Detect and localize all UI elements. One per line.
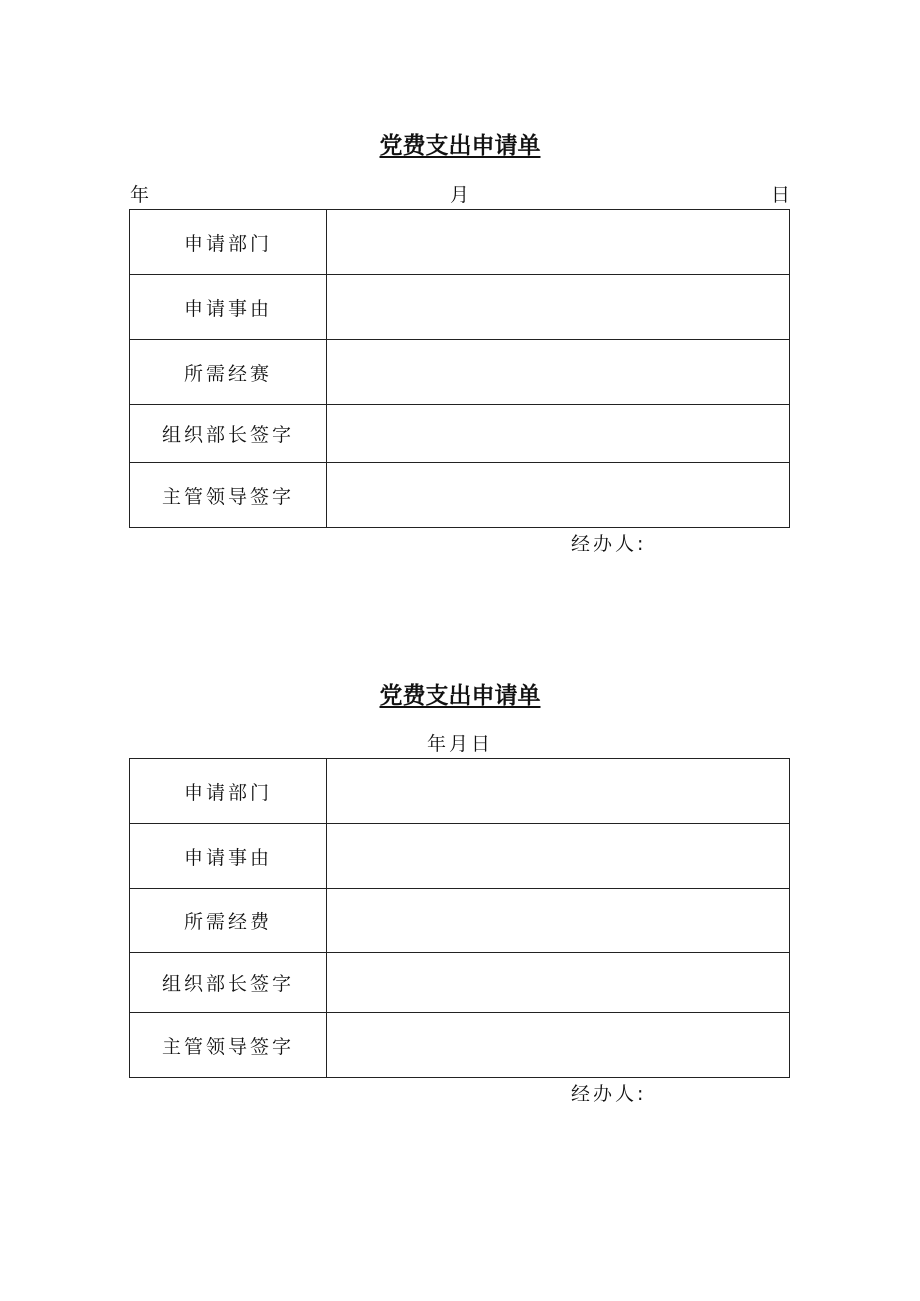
form2-title [0, 681, 920, 711]
form2-row-reason [130, 824, 790, 889]
form2-row-department [130, 759, 790, 824]
form2-date-line: 年月日 [426, 733, 493, 755]
form2-label-funds: 所需经费 [130, 889, 327, 953]
form2-field-funds[interactable] [327, 889, 790, 953]
form1-label-reason: 申请事由 [130, 275, 327, 340]
form2-field-leader-signature[interactable] [327, 1013, 790, 1078]
form2-label-leader-signature: 主管领导签字 [130, 1013, 327, 1078]
form2-field-department[interactable] [327, 759, 790, 824]
form1-title [0, 131, 920, 161]
form1-field-funds[interactable] [327, 340, 790, 405]
form1-field-org-signature[interactable] [327, 405, 790, 463]
form1-label-org-signature: 组织部长签字 [130, 405, 327, 463]
form1-handler-label: 经办人: [571, 533, 647, 555]
form2-handler-label: 经办人: [571, 1083, 647, 1105]
form1-label-department: 申请部门 [130, 210, 327, 275]
form1-row-funds [130, 340, 790, 405]
form1-label-leader-signature: 主管领导签字 [130, 463, 327, 528]
form2-row-leader-signature [130, 1013, 790, 1078]
form1-row-leader-signature [130, 463, 790, 528]
form1-date-day: 日 [770, 184, 790, 206]
form1-date-month: 月 [450, 184, 470, 206]
form2-field-org-signature[interactable] [327, 953, 790, 1013]
form1-title-text: 党费支出申请单 [379, 133, 541, 159]
form1-table [129, 209, 790, 528]
form2-label-org-signature: 组织部长签字 [130, 953, 327, 1013]
form1-field-reason[interactable] [327, 275, 790, 340]
form1-row-department [130, 210, 790, 275]
form1-row-reason [130, 275, 790, 340]
form2-label-department: 申请部门 [130, 759, 327, 824]
form1-row-org-signature [130, 405, 790, 463]
form2-row-org-signature [130, 953, 790, 1013]
form1-field-department[interactable] [327, 210, 790, 275]
form2-table [129, 758, 790, 1078]
form1-field-leader-signature[interactable] [327, 463, 790, 528]
form2-field-reason[interactable] [327, 824, 790, 889]
form1-date-line [130, 182, 790, 208]
form1-date-year: 年 [130, 184, 150, 206]
form2-label-reason: 申请事由 [130, 824, 327, 889]
form2-title-text: 党费支出申请单 [379, 683, 541, 709]
form2-row-funds [130, 889, 790, 953]
form1-label-funds: 所需经赛 [130, 340, 327, 405]
